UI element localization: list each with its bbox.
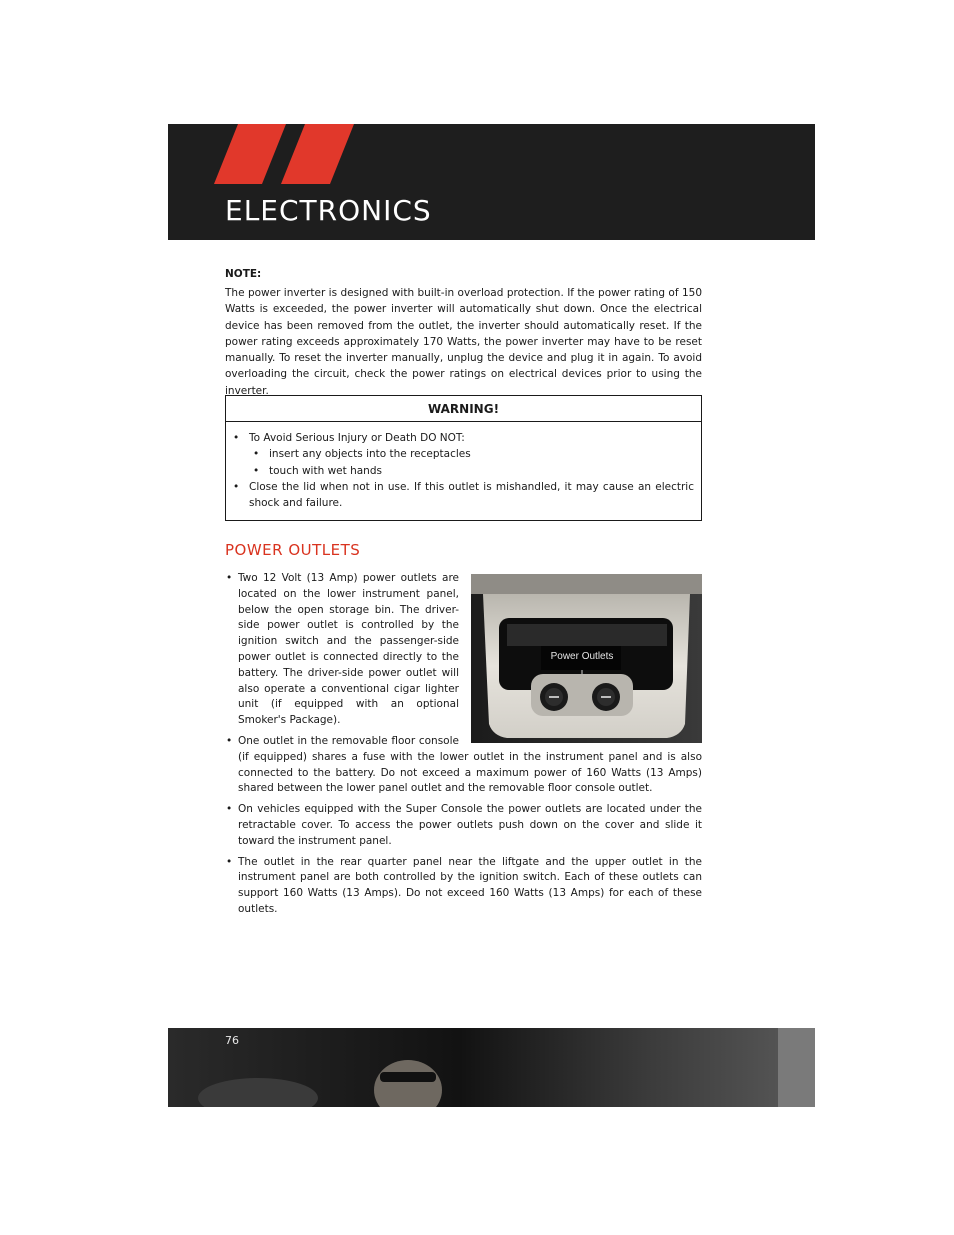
photo-caption: Power Outlets	[550, 651, 614, 662]
note-label: NOTE:	[225, 268, 262, 280]
warning-sublist	[249, 446, 694, 479]
chapter-header	[168, 124, 815, 240]
stripe-2	[281, 124, 354, 184]
note-text: The power inverter is designed with built-in overload protection. If the power rating of 150 Watts is exceeded, the power inverter will automatically shut down. Once the electrical device has been removed from the outlet, the inverter should automatically reset. If the power rating exceeds approximately 170 Watts, the power inverter may have to be reset manually. To reset the inverter manually, unplug the device and plug it in again. To avoid overloading the circuit, check the power ratings on electrical devices prior to using the inverter.	[225, 287, 702, 397]
section-heading: POWER OUTLETS	[225, 541, 361, 559]
warning-item-text: To Avoid Serious Injury or Death DO NOT:	[249, 432, 465, 444]
warning-box	[225, 395, 702, 521]
list-item: • On vehicles equipped with the Super Console the power outlets are located under the retractable cover. To access the power outlets push down on the cover and slide it toward the instrument panel.	[225, 802, 702, 849]
list-item: • The outlet in the rear quarter panel near the liftgate and the upper outlet in the instrument panel are both controlled by the ignition switch. Each of these outlets can support 160 Watts (13 Amps). Do not exceed 160 Watts (13 Amps) for each of these outlets.	[225, 855, 702, 918]
power-outlets-list	[225, 571, 702, 923]
racing-stripes-logo	[168, 124, 368, 186]
footer-photo	[168, 1028, 815, 1107]
warning-item	[233, 430, 694, 479]
stripe-1	[214, 124, 286, 184]
warning-subitem: • touch with wet hands	[253, 463, 694, 479]
list-item: • Two 12 Volt (13 Amp) power outlets are located on the lower instrument panel, below the open storage bin. The driver-side power outlet is controlled by the ignition switch and the passenger-side power outlet is connected directly to the battery. The driver-side power outlet will also operate a conventional cigar lighter unit (if equipped with an optional Smoker's Package).	[225, 571, 702, 729]
page-footer	[168, 1028, 815, 1107]
list-item: • One outlet in the removable floor console (if equipped) shares a fuse with the lower outlet in the instrument panel and is also connected to the battery. Do not exceed a maximum power of 160 Watts (13 Amps) shared between the lower panel outlet and the removable floor console outlet.	[225, 734, 702, 797]
warning-item: • Close the lid when not in use. If this outlet is mishandled, it may cause an electric shock and failure.	[233, 479, 694, 512]
warning-list	[226, 422, 701, 511]
warning-title: WARNING!	[226, 396, 701, 422]
page-number: 76	[225, 1034, 239, 1047]
chapter-title: ELECTRONICS	[225, 194, 432, 227]
warning-subitem: • insert any objects into the receptacles	[253, 446, 694, 462]
